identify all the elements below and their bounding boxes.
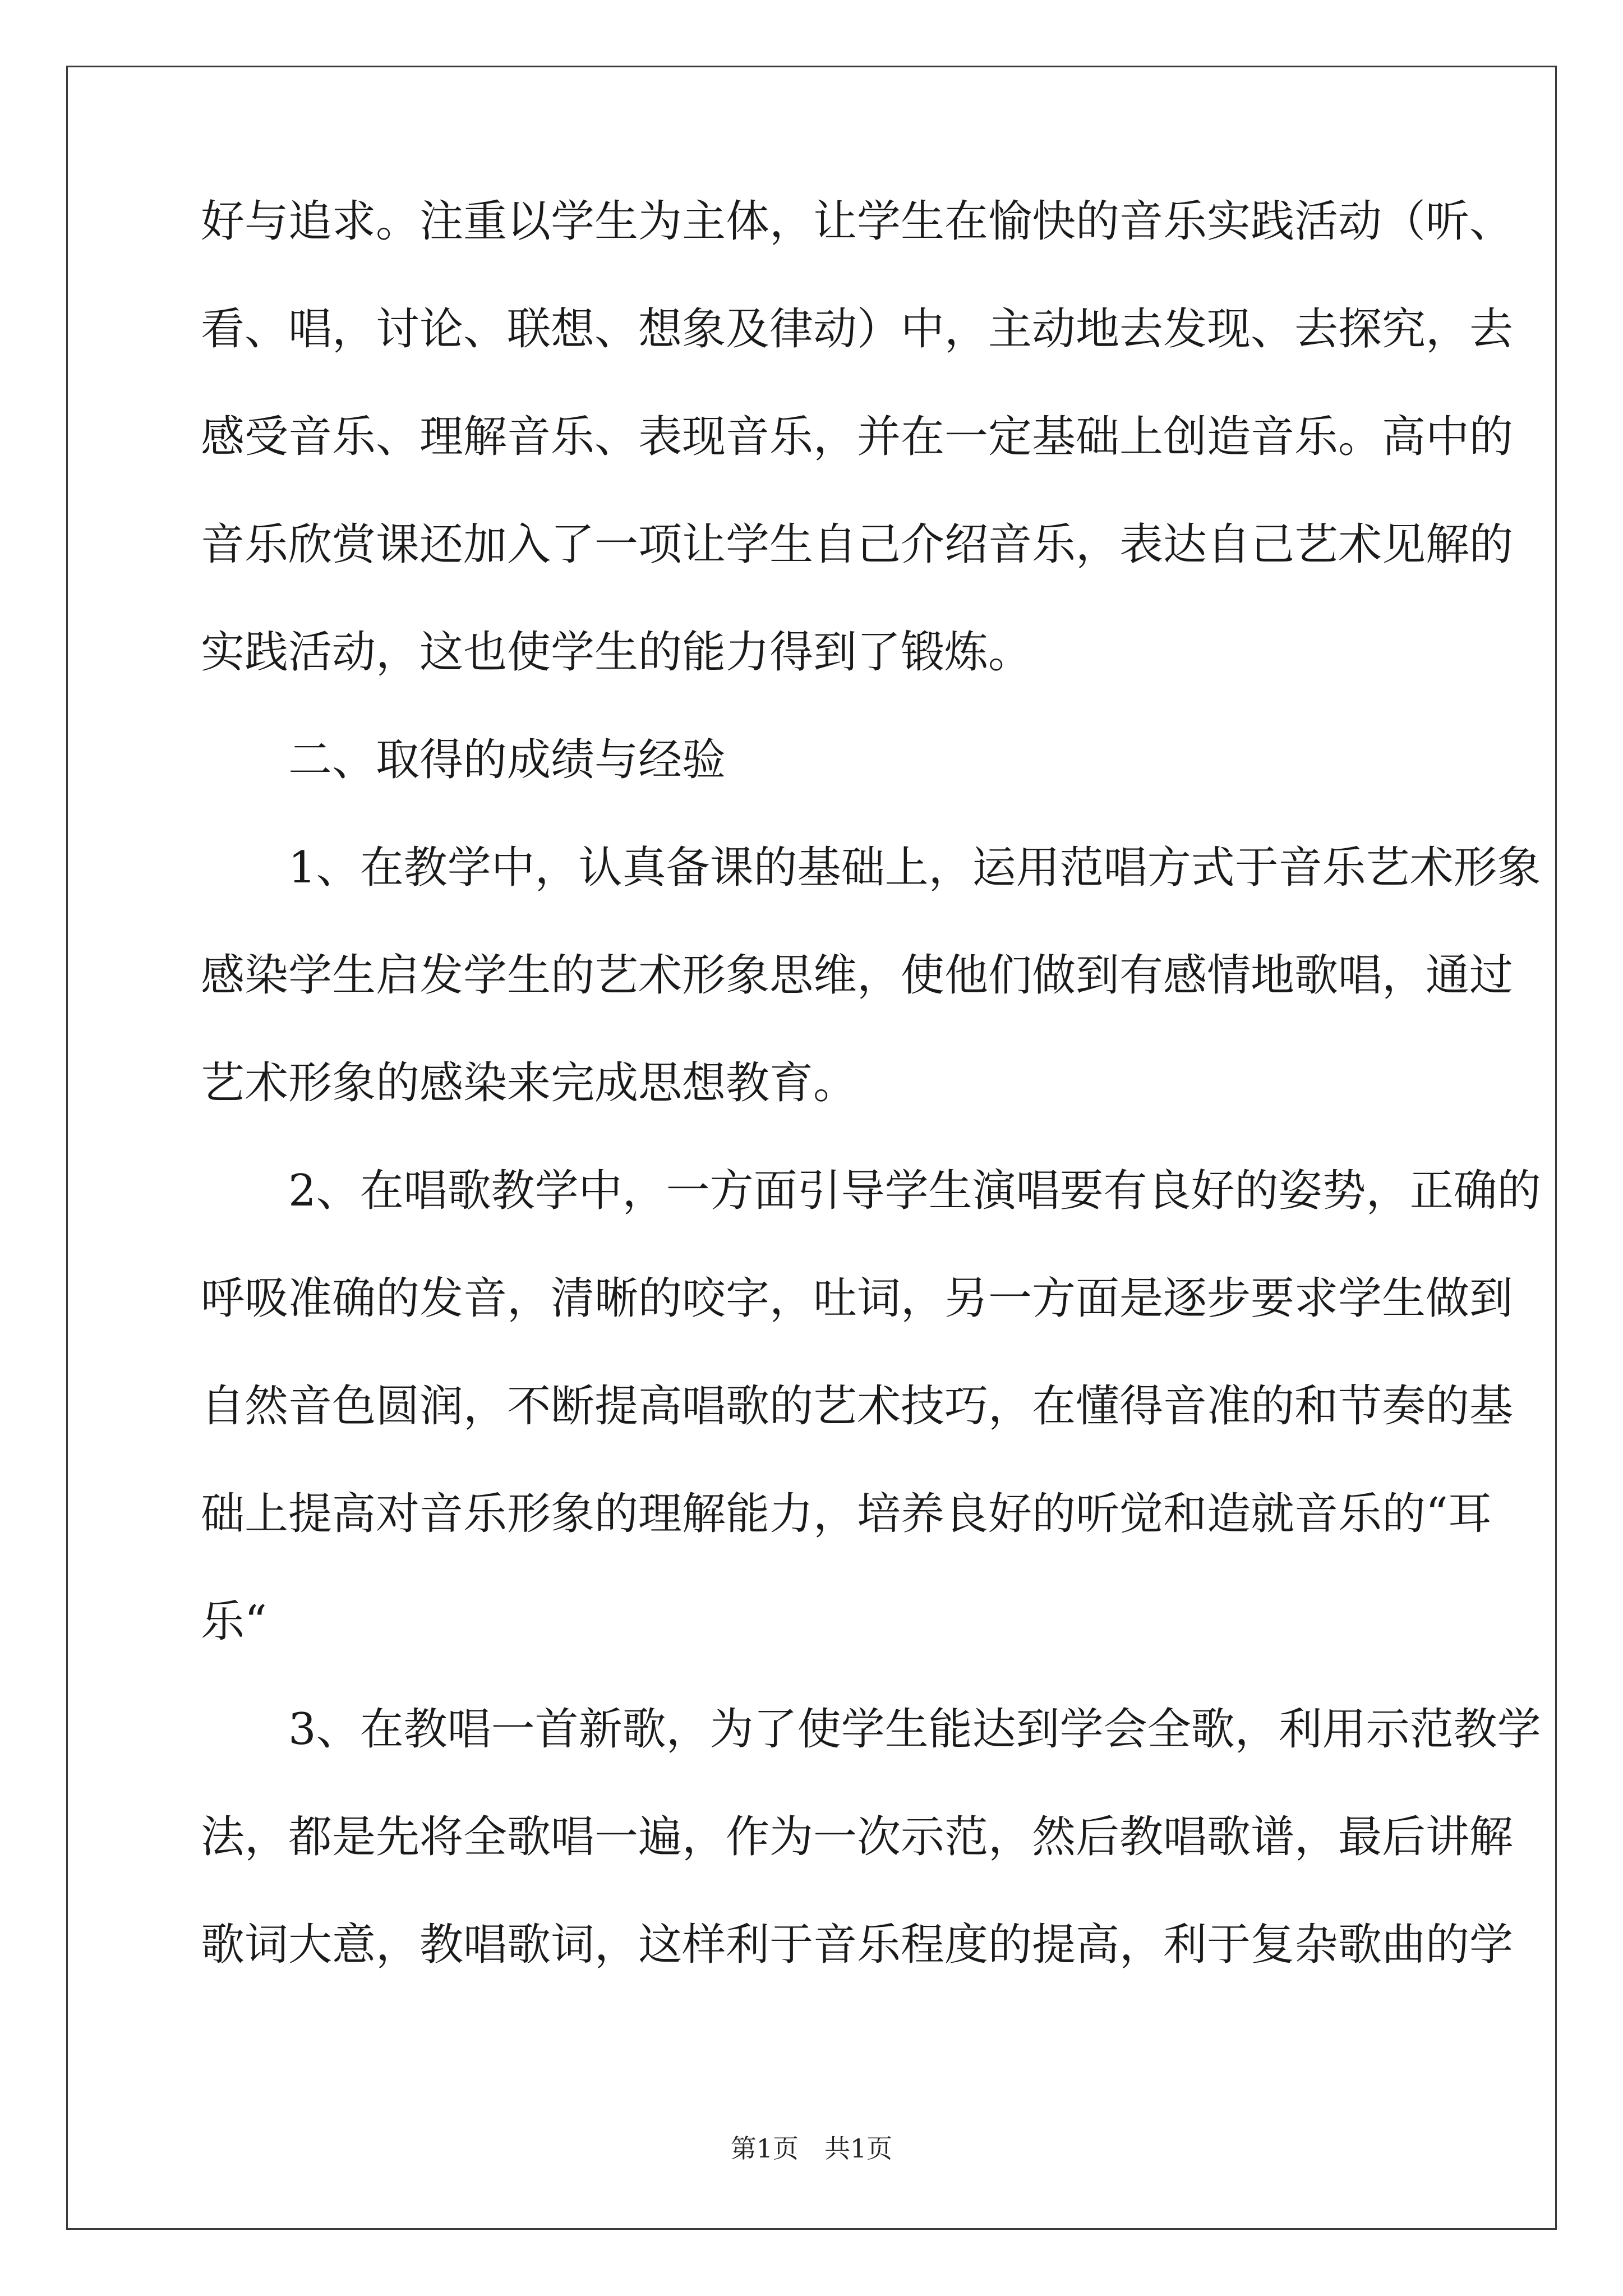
- body-line: 实践活动，这也使学生的能力得到了锻炼。: [201, 627, 1032, 678]
- page-number-footer: 第1页 共1页: [730, 2133, 893, 2164]
- body-line: 3、在教唱一首新歌，为了使学生能达到学会全歌，利用示范教学: [288, 1704, 1541, 1755]
- body-line: 好与追求。注重以学生为主体，让学生在愉快的音乐实践活动（听、: [201, 196, 1514, 247]
- body-line: 艺术形象的感染来完成思想教育。: [201, 1058, 857, 1108]
- body-line: 看、唱，讨论、联想、想象及律动）中，主动地去发现、去探究，去: [201, 304, 1514, 355]
- body-line: 2、在唱歌教学中，一方面引导学生演唱要有良好的姿势，正确的: [288, 1166, 1541, 1216]
- body-line: 感染学生启发学生的艺术形象思维，使他们做到有感情地歌唱，通过: [201, 950, 1514, 1001]
- body-line: 歌词大意，教唱歌词，这样利于音乐程度的提高，利于复杂歌曲的学: [201, 1920, 1514, 1970]
- body-line: 乐“: [201, 1596, 267, 1647]
- page-frame: [66, 66, 1557, 2230]
- body-line: 1、在教学中，认真备课的基础上，运用范唱方式于音乐艺术形象: [288, 843, 1541, 893]
- body-line: 呼吸准确的发音，清晰的咬字，吐词，另一方面是逐步要求学生做到: [201, 1273, 1514, 1324]
- body-line: 础上提高对音乐形象的理解能力，培养良好的听觉和造就音乐的“耳: [201, 1489, 1492, 1539]
- body-line: 音乐欣赏课还加入了一项让学生自己介绍音乐，表达自己艺术见解的: [201, 519, 1514, 570]
- body-line: 法，都是先将全歌唱一遍，作为一次示范，然后教唱歌谱，最后讲解: [201, 1812, 1514, 1862]
- section-heading: 二、取得的成绩与经验: [288, 735, 726, 785]
- body-line: 自然音色圆润，不断提高唱歌的艺术技巧，在懂得音准的和节奏的基: [201, 1381, 1514, 1432]
- body-line: 感受音乐、理解音乐、表现音乐，并在一定基础上创造音乐。高中的: [201, 412, 1514, 462]
